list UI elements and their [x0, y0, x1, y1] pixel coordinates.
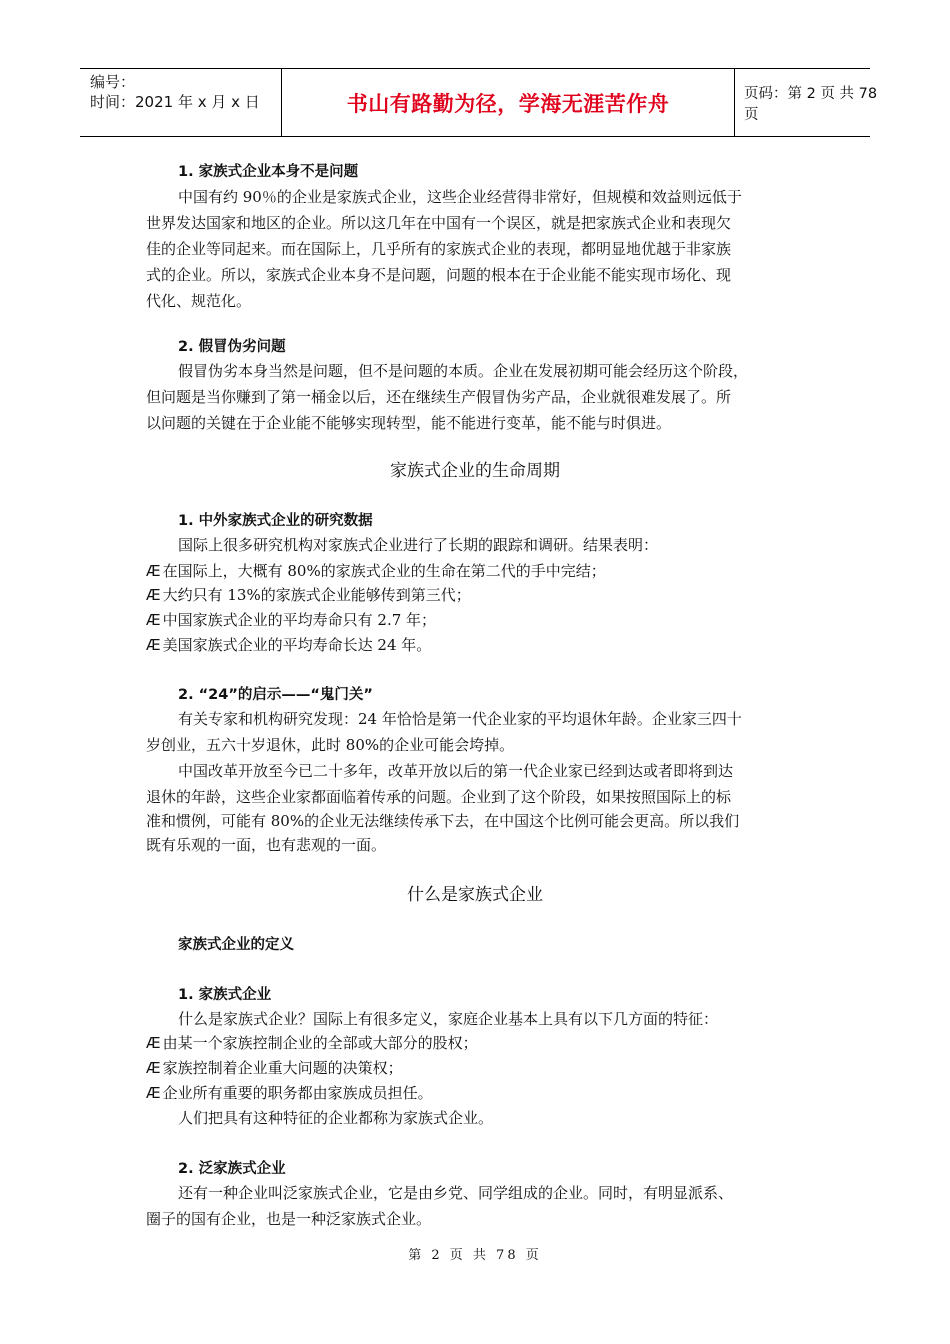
bullet-item: Æ 美国家族式企业的平均寿命长达 24 年。 — [146, 636, 432, 654]
page-header — [80, 68, 878, 137]
page-footer: 第 2 页 共 78 页 — [408, 1248, 542, 1263]
bullet-item: Æ 中国家族式企业的平均寿命只有 2.7 年； — [146, 611, 437, 629]
bullet-item: Æ 由某一个家族控制企业的全部或大部分的股权； — [146, 1034, 478, 1052]
bullet-icon: Æ — [146, 586, 161, 604]
bullet-icon: Æ — [146, 636, 161, 654]
paragraph-line: 什么是家族式企业？国际上有很多定义，家庭企业基本上具有以下几方面的特征： — [178, 1010, 719, 1028]
paragraph-line: 岁创业，五六十岁退休，此时 80%的企业可能会垮掉。 — [146, 736, 515, 754]
paragraph-line: 准和惯例，可能有 80%的企业无法继续传承下去，在中国这个比例可能会更高。所以我们 — [146, 812, 740, 830]
bullet-icon: Æ — [146, 562, 161, 580]
paragraph-line: 假冒伪劣本身当然是问题，但不是问题的本质。企业在发展初期可能会经历这个阶段， — [178, 362, 749, 380]
paragraph-line: 中国改革开放至今已二十多年，改革开放以后的第一代企业家已经到达或者即将到达 — [178, 762, 734, 780]
header-meta — [80, 69, 280, 136]
number-label: 编号： — [90, 73, 136, 91]
section-heading: 1. 中外家族式企业的研究数据 — [178, 513, 373, 529]
paragraph-line: 世界发达国家和地区的企业。所以这几年在中国有一个误区，就是把家族式企业和表现欠 — [146, 214, 732, 232]
section-title: 什么是家族式企业 — [407, 885, 543, 905]
paragraph-line: 代化、规范化。 — [146, 292, 252, 310]
bullet-icon: Æ — [146, 1034, 161, 1052]
section-title: 家族式企业的生命周期 — [390, 461, 560, 481]
section-heading: 2. 假冒伪劣问题 — [178, 339, 286, 355]
paragraph-line: 圈子的国有企业，也是一种泛家族式企业。 — [146, 1210, 432, 1228]
bullet-item: Æ 企业所有重要的职务都由家族成员担任。 — [146, 1084, 433, 1102]
bullet-item: Æ 大约只有 13%的家族式企业能够传到第三代； — [146, 586, 471, 604]
subsection-title: 家族式企业的定义 — [178, 937, 294, 953]
paragraph-line: 有关专家和机构研究发现：24 年恰恰是第一代企业家的平均退休年龄。企业家三四十 — [178, 710, 742, 728]
bullet-icon: Æ — [146, 611, 161, 629]
bullet-item: Æ 在国际上，大概有 80%的家族式企业的生命在第二代的手中完结； — [146, 562, 606, 580]
paragraph-line: 人们把具有这种特征的企业都称为家族式企业。 — [178, 1109, 494, 1127]
paragraph-line: 还有一种企业叫泛家族式企业，它是由乡党、同学组成的企业。同时，有明显派系、 — [178, 1184, 734, 1202]
paragraph-line: 国际上很多研究机构对家族式企业进行了长期的跟踪和调研。结果表明： — [178, 536, 659, 554]
motto-text: 书山有路勤为径，学海无涯苦作舟 — [346, 91, 670, 116]
paragraph-line: 既有乐观的一面，也有悲观的一面。 — [146, 836, 387, 854]
date-label: 时间：2021 年 x 月 x 日 — [90, 93, 260, 111]
paragraph-line: 但问题是当你赚到了第一桶金以后，还在继续生产假冒伪劣产品，企业就很难发展了。所 — [146, 388, 732, 406]
section-heading: 1. 家族式企业 — [178, 987, 272, 1003]
header-motto — [281, 69, 735, 136]
page-info: 页码：第 2 页 共 78 页 — [744, 85, 878, 123]
section-heading: 1. 家族式企业本身不是问题 — [178, 164, 359, 180]
section-heading: 2. “24”的启示——“鬼门关” — [178, 687, 373, 703]
paragraph-line: 佳的企业等同起来。而在国际上，几乎所有的家族式企业的表现，都明显地优越于非家族 — [146, 240, 732, 258]
paragraph-line: 退休的年龄，这些企业家都面临着传承的问题。企业到了这个阶段，如果按照国际上的标 — [146, 788, 732, 806]
paragraph-line: 式的企业。所以，家族式企业本身不是问题，问题的根本在于企业能不能实现市场化、现 — [146, 266, 732, 284]
paragraph-line: 中国有约 90％的企业是家族式企业，这些企业经营得非常好，但规模和效益则远低于 — [178, 188, 742, 206]
section-heading: 2. 泛家族式企业 — [178, 1161, 286, 1177]
bullet-icon: Æ — [146, 1084, 161, 1102]
bullet-icon: Æ — [146, 1059, 161, 1077]
bullet-item: Æ 家族控制着企业重大问题的决策权； — [146, 1059, 403, 1077]
paragraph-line: 以问题的关键在于企业能不能够实现转型，能不能进行变革，能不能与时俱进。 — [146, 414, 672, 432]
